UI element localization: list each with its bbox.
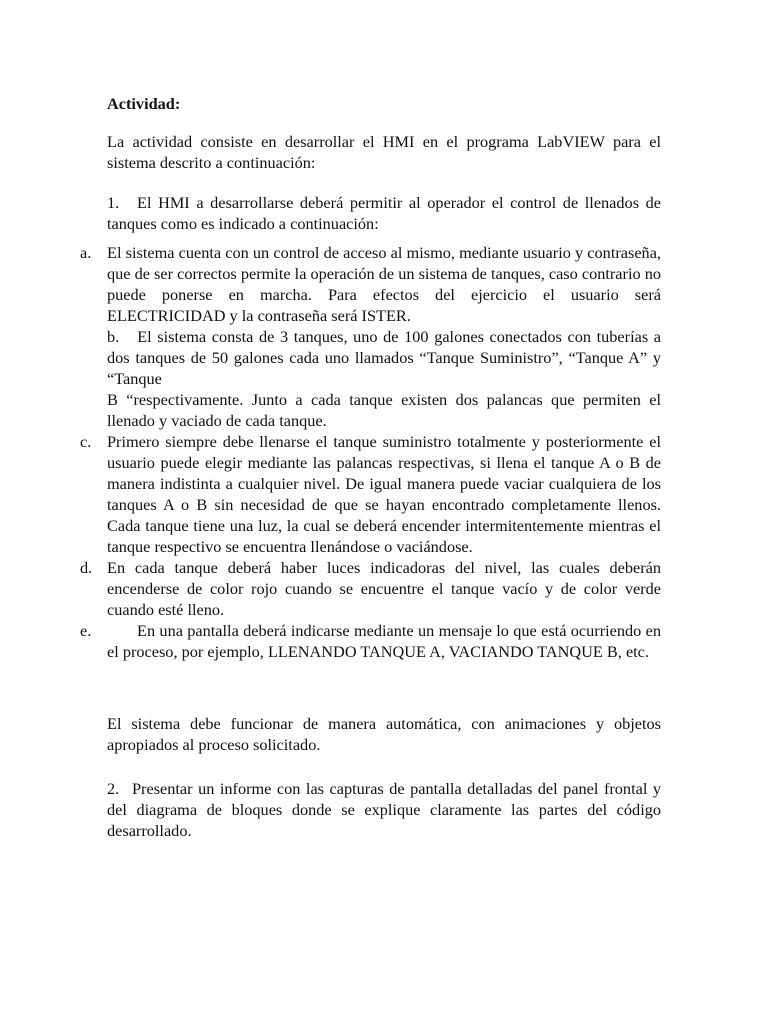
list-text-a: El sistema cuenta con un control de acceso al mismo, mediante usuario y contraseña, que de ser correctos permite la operación de un sistema de tanques, caso contrario no puede ponerse en marcha. Para efectos del ejercicio el usuario será ELECTRICIDAD y la contraseña será ISTER. xyxy=(107,243,661,325)
point-1-paragraph xyxy=(107,192,661,234)
list-marker-a: a. xyxy=(80,243,92,262)
list-marker-e: e. xyxy=(80,621,92,640)
point-1-text: El HMI a desarrollarse deberá permitir al operador el control de llenados de tanques como es indicado a continuación: xyxy=(107,193,661,233)
list-text-b-continued: B “respectivamente. Junto a cada tanque existen dos palancas que permiten el llenado y vaciado de cada tanque. xyxy=(107,390,661,430)
requirements-list xyxy=(80,242,661,662)
list-item-d xyxy=(80,557,661,620)
list-text-e: En una pantalla deberá indicarse mediante un mensaje lo que está ocurriendo en el proceso, por ejemplo, LLENANDO TANQUE A, VACIANDO TANQUE B, etc. xyxy=(107,621,661,661)
list-marker-c: c. xyxy=(80,432,92,451)
point-2-paragraph xyxy=(107,778,661,841)
intro-paragraph: La actividad consiste en desarrollar el HMI en el programa LabVIEW para el sistema descrito a continuación: xyxy=(107,132,661,172)
list-text-b: El sistema consta de 3 tanques, uno de 100 galones conectados con tuberías a dos tanques de 50 galones cada uno llamados “Tanque Suministro”, “Tanque A” y “Tanque xyxy=(107,327,661,388)
system-note-paragraph: El sistema debe funcionar de manera automática, con animaciones y objetos apropiados al proceso solicitado. xyxy=(107,714,661,754)
activity-heading: Actividad: xyxy=(107,94,181,113)
list-item-c xyxy=(80,431,661,557)
list-marker-d: d. xyxy=(80,558,93,577)
list-item-e xyxy=(80,620,661,662)
list-item-b xyxy=(80,326,661,431)
point-1-number: 1. xyxy=(107,193,120,212)
list-marker-b: b. xyxy=(107,327,120,346)
point-2-text: Presentar un informe con las capturas de pantalla detalladas del panel frontal y del diagrama de bloques donde se explique claramente las partes del código desarrollado. xyxy=(107,779,661,840)
list-text-c: Primero siempre debe llenarse el tanque suministro totalmente y posteriormente el usuario puede elegir mediante las palancas respectivas, si llena el tanque A o B de manera indistinta a cualquier nivel. De igual manera puede vaciar cualquiera de los tanques A o B sin necesidad de que se hayan encontrado completamente llenos. Cada tanque tiene una luz, la cual se deberá encender intermitentemente mientras el tanque respectivo se encuentra llenándose o vaciándose. xyxy=(107,432,661,556)
list-text-d: En cada tanque deberá haber luces indicadoras del nivel, las cuales deberán encenderse de color rojo cuando se encuentre el tanque vacío y de color verde cuando esté lleno. xyxy=(107,558,661,619)
point-2-number: 2. xyxy=(107,779,120,798)
list-item-a xyxy=(80,242,661,326)
